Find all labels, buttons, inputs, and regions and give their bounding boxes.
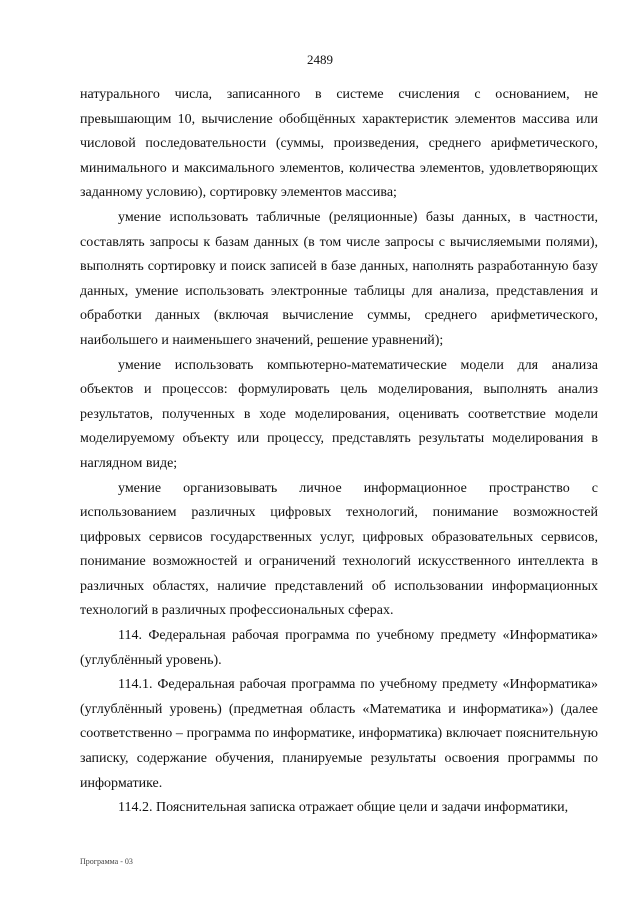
paragraph-information-space: умение организовывать личное информационное пространство с использованием различных цифровых технологий, понимание возможностей цифровых сервисов государственных услуг, цифровых образовательных сервисов, понимание возможностей и ограничений технологий искусственного интеллекта в различных областях, наличие представлений об использовании информационных технологий в различных профессиональных сферах. (80, 480, 598, 619)
document-body (80, 83, 598, 821)
paragraph-section-114-2: 114.2. Пояснительная записка отражает общие цели и задачи информатики, (118, 800, 569, 816)
paragraph-section-114: 114. Федеральная рабочая программа по учебному предмету «Информатика» (углублённый уровень). (80, 628, 598, 668)
paragraph-section-114-1: 114.1. Федеральная рабочая программа по учебному предмету «Информатика» (углублённый уровень) (предметная область «Математика и информатика») (далее соответственно – программа по информатике, информатика) включает пояснительную записку, содержание обучения, планируемые результаты освоения программы по информатике. (80, 677, 598, 791)
paragraph-databases: умение использовать табличные (реляционные) базы данных, в частности, составлять запросы к базам данных (в том числе запросы с вычисляемыми полями), выполнять сортировку и поиск записей в базе данных, наполнять разработанную базу данных, умение использовать электронные таблицы для анализа, представления и обработки данных (включая вычисление суммы, среднего арифметического, наибольшего и наименьшего значений, решение уравнений); (80, 209, 598, 348)
paragraph-continuation: натурального числа, записанного в системе счисления с основанием, не превышающим 10, вычисление обобщённых характеристик элементов массива или числовой последовательности (суммы, произведения, среднего арифметического, минимального и максимального элементов, количества элементов, удовлетворяющих заданному условию), сортировку элементов массива; (80, 87, 598, 201)
footer-note: Программа - 03 (80, 857, 133, 866)
paragraph-modeling: умение использовать компьютерно-математические модели для анализа объектов и процессов: формулировать цель моделирования, выполнять анализ результатов, полученных в ходе моделирования, оценивать соответствие модели моделируемому объекту или процессу, представлять результаты моделирования в наглядном виде; (80, 357, 598, 471)
page-number: 2489 (307, 52, 333, 67)
